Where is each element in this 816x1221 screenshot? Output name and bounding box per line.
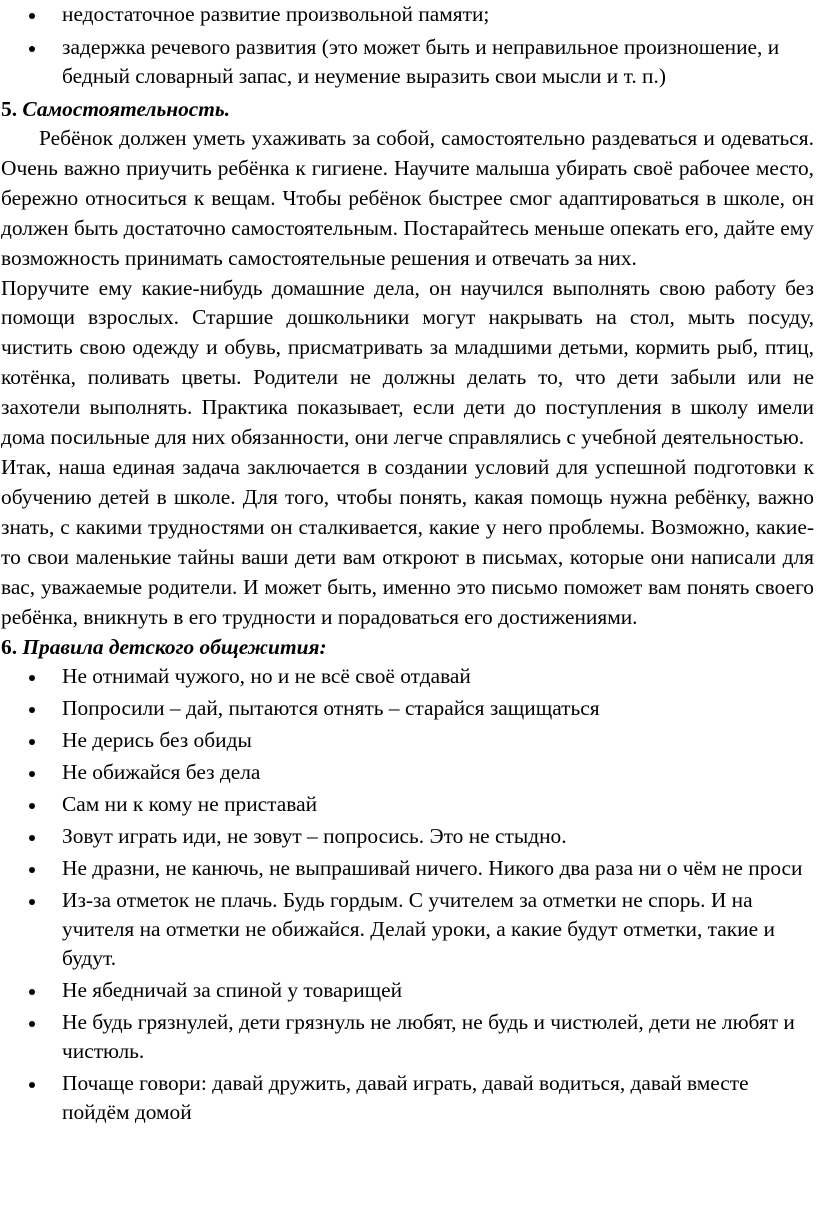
section-title: Правила детского общежития: bbox=[22, 635, 327, 660]
rule-item bbox=[1, 976, 814, 1005]
memory-speech-bullet-list bbox=[1, 0, 814, 91]
rule-text: Не дразни, не канючь, не выпрашивай ничего. Никого два раза ни о чём не проси bbox=[62, 856, 803, 881]
rule-item bbox=[1, 694, 814, 723]
bullet-icon bbox=[29, 899, 35, 905]
bullet-icon bbox=[29, 803, 35, 809]
rules-list bbox=[1, 662, 814, 1127]
paragraph-self-care: Ребёнок должен уметь ухаживать за собой, самостоятельно раздеваться и одеваться. Очень важно приучить ребёнка к гигиене. Научите малыша убирать своё рабочее место, бережно относиться к вещам. Чтобы ребёнок быстрее смог адаптироваться в школе, он должен быть достаточно самостоятельным. Постарайтесь меньше опекать его, дайте ему возможность принимать самостоятельные решения и отвечать за них. bbox=[1, 126, 814, 270]
rule-text: Не будь грязнулей, дети грязнуль не любят, не будь и чистюлей, дети не любят и чистюль. bbox=[62, 1010, 795, 1064]
rule-item bbox=[1, 726, 814, 755]
section-6-heading bbox=[1, 633, 814, 662]
rule-item bbox=[1, 758, 814, 787]
paragraph-household-chores: Поручите ему какие-нибудь домашние дела, он научился выполнять свою работу без помощи взрослых. Старшие дошкольники могут накрывать на стол, мыть посуду, чистить свою одежду и обувь, присматривать за младшими детьми, кормить рыб, птиц, котёнка, поливать цветы. Родители не должны делать то, что дети забыли или не захотели выполнять. Практика показывает, если дети до поступления в школу имели дома посильные для них обязанности, они легче справлялись с учебной деятельностью. bbox=[1, 275, 814, 450]
bullet-icon bbox=[29, 989, 35, 995]
rule-item bbox=[1, 822, 814, 851]
section-5-heading bbox=[1, 95, 814, 124]
section-number: 5. bbox=[1, 97, 18, 121]
list-item-text: задержка речевого развития (это может быть и неправильное произношение, и бедный словарный запас, и неумение выразить свои мысли и т. п.) bbox=[62, 35, 780, 88]
rule-item bbox=[1, 886, 814, 973]
bullet-icon bbox=[29, 1082, 35, 1088]
bullet-icon bbox=[29, 739, 35, 745]
rule-item bbox=[1, 1069, 814, 1127]
bullet-icon bbox=[29, 46, 35, 52]
rule-text: Не ябедничай за спиной у товарищей bbox=[62, 978, 403, 1003]
rule-text: Не отнимай чужого, но и не всё своё отдавай bbox=[62, 664, 471, 689]
rule-text: Не дерись без обиды bbox=[62, 728, 252, 753]
bullet-icon bbox=[29, 867, 35, 873]
section-title: Самостоятельность. bbox=[22, 97, 231, 121]
section-number: 6. bbox=[1, 635, 18, 660]
rule-item bbox=[1, 790, 814, 819]
bullet-icon bbox=[29, 675, 35, 681]
bullet-icon bbox=[29, 707, 35, 713]
rule-text: Сам ни к кому не приставай bbox=[62, 792, 318, 817]
bullet-icon bbox=[29, 1021, 35, 1027]
rule-text: Зовут играть иди, не зовут – попросись. Это не стыдно. bbox=[62, 824, 567, 849]
bullet-icon bbox=[29, 13, 35, 19]
list-item bbox=[1, 0, 814, 29]
rule-text: Из-за отметок не плачь. Будь гордым. С учителем за отметки не спорь. И на учителя на отметки не обижайся. Делай уроки, а какие будут отметки, такие и будут. bbox=[62, 888, 775, 971]
list-item bbox=[1, 33, 814, 91]
rule-item bbox=[1, 662, 814, 691]
rule-text: Не обижайся без дела bbox=[62, 760, 261, 785]
rule-item bbox=[1, 1008, 814, 1066]
rule-text: Почаще говори: давай дружить, давай играть, давай водиться, давай вместе пойдём домой bbox=[62, 1071, 749, 1125]
paragraph-common-task: Итак, наша единая задача заключается в создании условий для успешной подготовки к обучению детей в школе. Для того, чтобы понять, какая помощь нужна ребёнку, важно знать, с какими трудностями он сталкивается, какие у него проблемы. Возможно, какие-то свои маленькие тайны ваши дети вам откроют в письмах, которые они написали для вас, уважаемые родители. И может быть, именно это письмо поможет вам понять своего ребёнка, вникнуть в его трудности и порадоваться его достижениями. bbox=[1, 454, 814, 629]
list-item-text: недостаточное развитие произвольной памяти; bbox=[62, 2, 490, 26]
bullet-icon bbox=[29, 835, 35, 841]
rule-text: Попросили – дай, пытаются отнять – старайся защищаться bbox=[62, 696, 600, 721]
rule-item bbox=[1, 854, 814, 883]
bullet-icon bbox=[29, 771, 35, 777]
